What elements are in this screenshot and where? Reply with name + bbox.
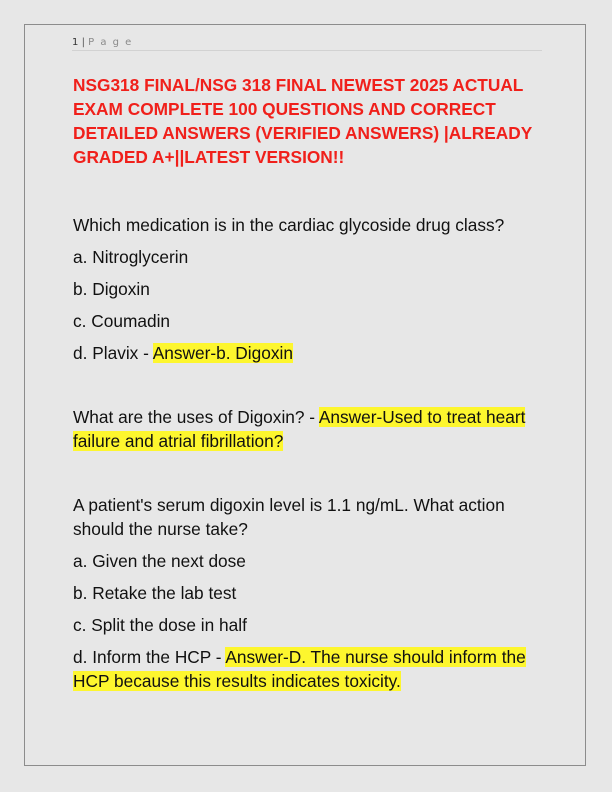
page-number: 1 [72,37,79,48]
document-title: NSG318 FINAL/NSG 318 FINAL NEWEST 2025 ACTUAL EXAM COMPLETE 100 QUESTIONS AND CORRECT DETAILED ANSWERS (VERIFIED ANSWERS) |ALREADY GRADED A+||LATEST VERSION!! [73,75,532,167]
document-content [73,73,543,693]
option-c: c. Split the dose in half [73,615,247,635]
option-a: a. Nitroglycerin [73,247,189,267]
option-d [73,645,543,693]
question-block-3 [73,493,543,693]
question-block-1 [73,213,543,365]
question-block-2 [73,405,543,453]
document-page [24,24,586,766]
page-label: P a g e [88,37,133,48]
answer-highlight: Answer-b. Digoxin [152,343,293,363]
option-d [73,341,543,365]
option-b: b. Retake the lab test [73,583,237,603]
question-text [73,405,543,453]
answer-highlight: Answer-Used to treat heart failure and atrial fibrillation? [73,407,526,451]
question-text: A patient's serum digoxin level is 1.1 ng/mL. What action should the nurse take? [73,495,505,539]
answer-highlight: Answer-D. The nurse should inform the HCP because this results indicates toxicity. [73,647,526,691]
header-separator: | [81,37,85,48]
question-text-span: What are the uses of Digoxin? - [73,407,319,427]
option-d-text: d. Inform the HCP - [73,647,226,667]
page-header [72,37,542,51]
option-a: a. Given the next dose [73,551,246,571]
option-b: b. Digoxin [73,279,150,299]
option-d-text: d. Plavix - [73,343,153,363]
question-text: Which medication is in the cardiac glycoside drug class? [73,215,505,235]
option-c: c. Coumadin [73,311,171,331]
